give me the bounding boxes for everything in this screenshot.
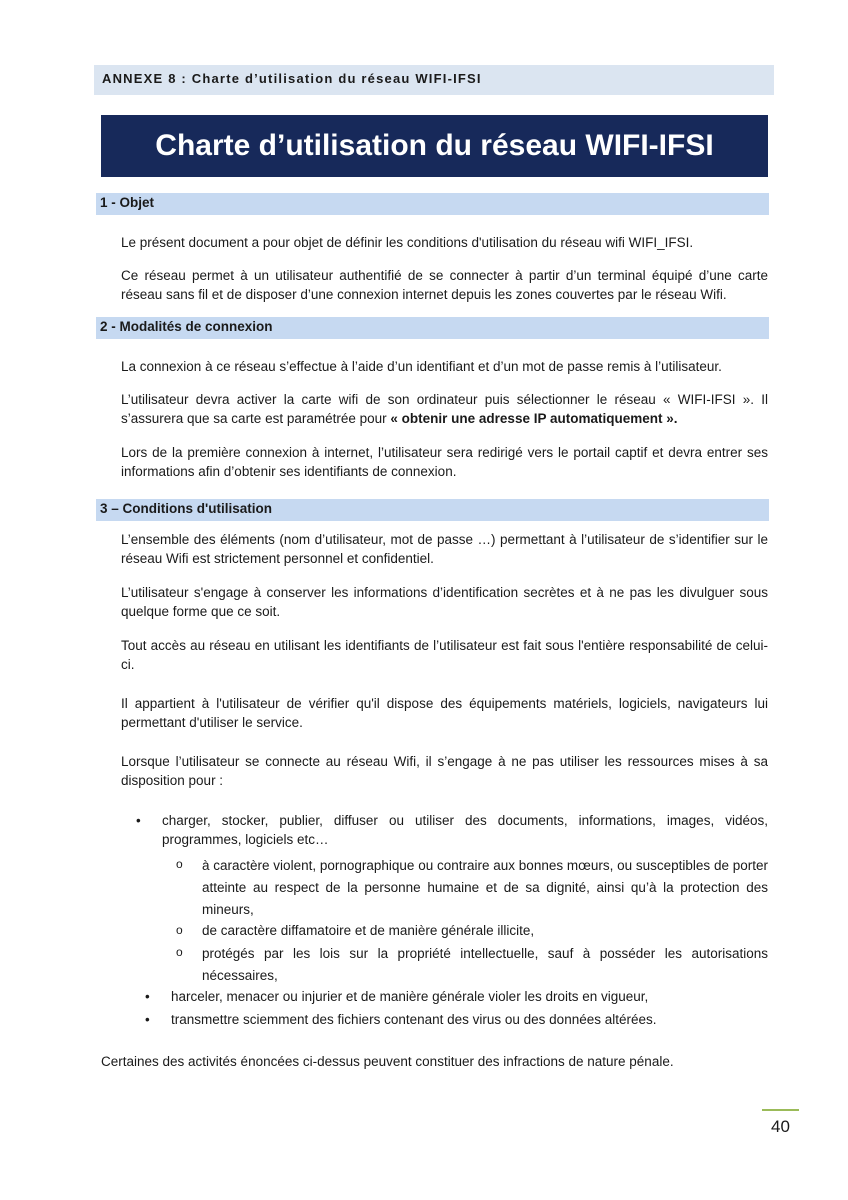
bullet-icon: • <box>145 1012 150 1027</box>
circle-bullet-icon: o <box>176 945 183 959</box>
annex-header: ANNEXE 8 : Charte d’utilisation du réseau WIFI-IFSI <box>94 65 774 95</box>
section-heading-conditions: 3 – Conditions d'utilisation <box>96 499 769 521</box>
closing-statement: Certaines des activités énoncées ci-dessus peuvent constituer des infractions de nature pénale. <box>101 1054 674 1069</box>
paragraph: Le présent document a pour objet de définir les conditions d'utilisation du réseau wifi WIFI_IFSI. <box>121 235 694 250</box>
paragraph: La connexion à ce réseau s’effectue à l’aide d’un identifiant et d’un mot de passe remis à l’utilisateur. <box>121 359 722 374</box>
bold-emphasis: « obtenir une adresse IP automatiquement ». <box>390 411 678 426</box>
page-number: 40 <box>771 1117 790 1136</box>
footer-rule <box>762 1109 799 1111</box>
list-item: transmettre sciemment des fichiers contenant des virus ou des données altérées. <box>171 1012 657 1027</box>
paragraph: Il appartient à l'utilisateur de vérifier qu'il dispose des équipements matériels, logiciels, navigateurs lui permettant d'utiliser le service. <box>121 696 768 730</box>
paragraph: Lors de la première connexion à internet, l’utilisateur sera redirigé vers le portail captif et devra entrer ses informations afin d’obtenir ses identifiants de connexion. <box>121 445 768 479</box>
paragraph: L’utilisateur s'engage à conserver les informations d’identification secrètes et à ne pas les divulguer sous quelque forme que ce soit. <box>121 585 768 619</box>
sub-list-item: de caractère diffamatoire et de manière générale illicite, <box>202 923 535 938</box>
paragraph: Ce réseau permet à un utilisateur authentifié de se connecter à partir d’un terminal équipé d’une carte réseau sans fil et de disposer d’une connexion internet depuis les zones couvertes par le réseau Wifi. <box>121 268 768 302</box>
list-item: harceler, menacer ou injurier et de manière générale violer les droits en vigueur, <box>171 989 649 1004</box>
bullet-icon: • <box>136 813 141 828</box>
list-item: charger, stocker, publier, diffuser ou utiliser des documents, informations, images, vidéos, programmes, logiciels etc… <box>162 813 768 847</box>
sub-list-item: protégés par les lois sur la propriété intellectuelle, sauf à posséder les autorisations nécessaires, <box>202 946 768 983</box>
section-heading-objet: 1 - Objet <box>96 193 769 215</box>
paragraph: Tout accès au réseau en utilisant les identifiants de l’utilisateur est fait sous l'entière responsabilité de celui-ci. <box>121 638 768 672</box>
circle-bullet-icon: o <box>176 923 183 937</box>
sub-list-item: à caractère violent, pornographique ou contraire aux bonnes mœurs, ou susceptibles de porter atteinte au respect de la personne humaine et de sa dignité, ainsi qu’à la protection des mineurs, <box>202 858 768 917</box>
section-heading-modalites: 2 - Modalités de connexion <box>96 317 769 339</box>
paragraph <box>121 390 768 428</box>
paragraph: Lorsque l’utilisateur se connecte au réseau Wifi, il s’engage à ne pas utiliser les ressources mises à sa disposition pour : <box>121 754 768 788</box>
document-title: Charte d’utilisation du réseau WIFI-IFSI <box>101 115 768 177</box>
circle-bullet-icon: o <box>176 857 183 871</box>
bullet-icon: • <box>145 989 150 1004</box>
paragraph-text: L’utilisateur devra activer la carte wifi de son ordinateur puis sélectionner le réseau « WIFI-IFSI ». Il s’assurera que sa carte est paramétrée pour <box>121 392 768 426</box>
paragraph: L’ensemble des éléments (nom d’utilisateur, mot de passe …) permettant à l’utilisateur de s’identifier sur le réseau Wifi est strictement personnel et confidentiel. <box>121 532 768 566</box>
